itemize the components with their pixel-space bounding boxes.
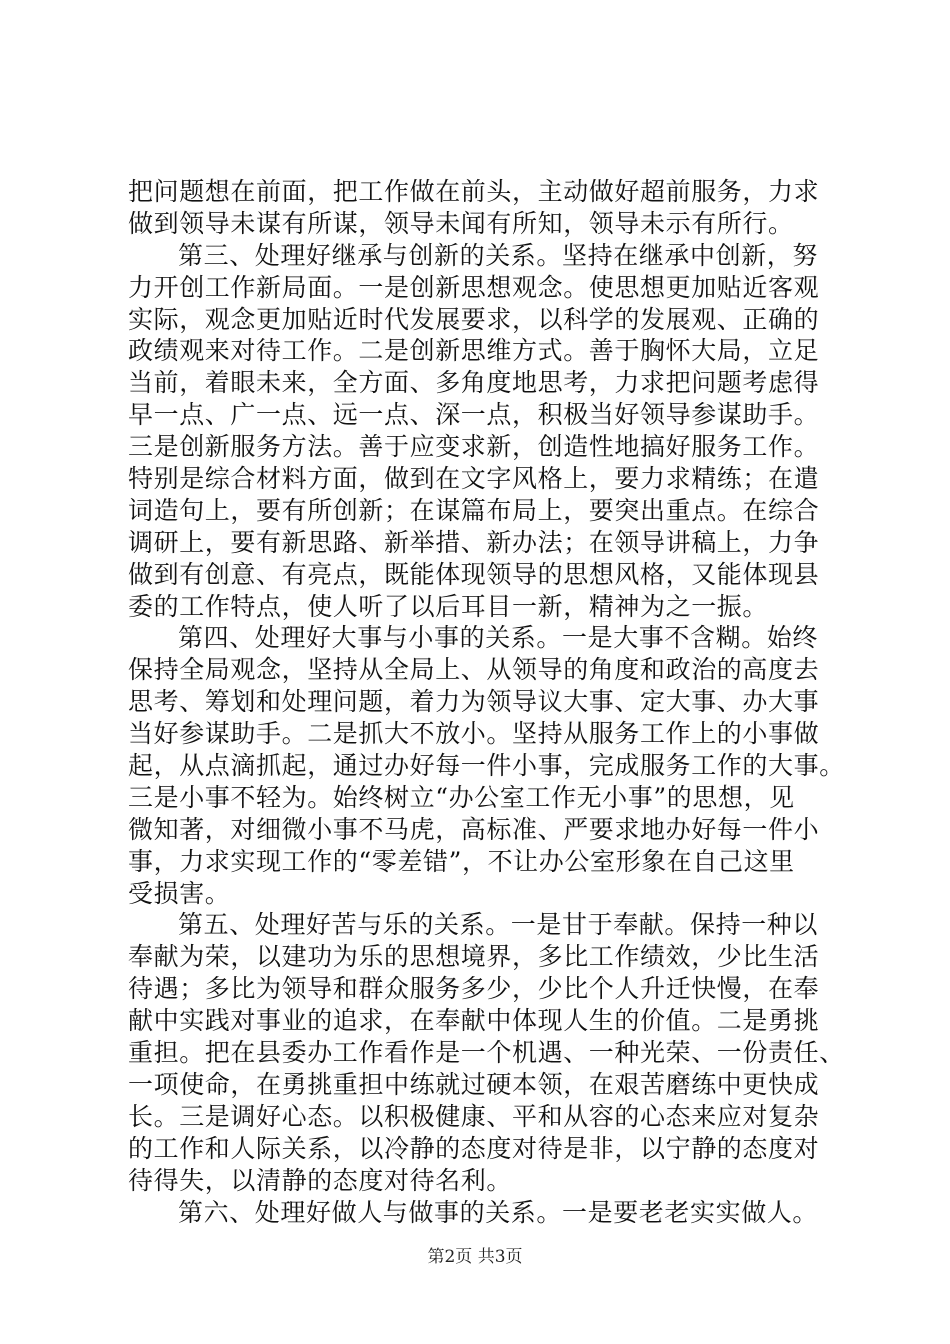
text-line: 献中实践对事业的追求，在奉献中体现人生的价值。二是勇挑 bbox=[128, 1006, 820, 1036]
text-line: 早一点、广一点、远一点、深一点，积极当好领导参谋助手。 bbox=[128, 400, 820, 430]
text-line: 力开创工作新局面。一是创新思想观念。使思想更加贴近客观 bbox=[128, 272, 820, 302]
page-number-footer: 第2页 共3页 bbox=[427, 1247, 523, 1267]
text-line: 当好参谋助手。二是抓大不放小。坚持从服务工作上的小事做 bbox=[128, 719, 820, 749]
text-line: 事，力求实现工作的“零差错”，不让办公室形象在自己这里 bbox=[128, 846, 795, 876]
text-line: 特别是综合材料方面，做到在文字风格上，要力求精练；在遣 bbox=[128, 464, 820, 494]
text-line: 思考、筹划和处理问题，着力为领导议大事、定大事、办大事 bbox=[128, 687, 820, 717]
text-line: 重担。把在县委办工作看作是一个机遇、一种光荣、一份责任、 bbox=[128, 1038, 845, 1068]
text-line: 一项使命，在勇挑重担中练就过硬本领，在艰苦磨练中更快成 bbox=[128, 1069, 820, 1099]
text-line: 调研上，要有新思路、新举措、新办法；在领导讲稿上，力争 bbox=[128, 527, 820, 557]
text-line: 三是小事不轻为。始终树立“办公室工作无小事”的思想，见 bbox=[128, 782, 795, 812]
document-body bbox=[128, 176, 845, 1228]
text-line: 当前，着眼未来，全方面、多角度地思考，力求把问题考虑得 bbox=[128, 368, 820, 398]
text-line: 保持全局观念，坚持从全局上、从领导的角度和政治的高度去 bbox=[128, 655, 820, 685]
text-line: 做到领导未谋有所谋，领导未闻有所知，领导未示有所行。 bbox=[128, 208, 794, 238]
text-line: 待得失，以清静的态度对待名利。 bbox=[128, 1165, 513, 1195]
text-line: 委的工作特点，使人听了以后耳目一新，精神为之一振。 bbox=[128, 591, 769, 621]
text-line: 做到有创意、有亮点，既能体现领导的思想风格，又能体现县 bbox=[128, 559, 820, 589]
paragraph-start-line: 第六、处理好做人与做事的关系。一是要老老实实做人。 bbox=[178, 1197, 819, 1227]
text-line: 词造句上，要有所创新；在谋篇布局上，要突出重点。在综合 bbox=[128, 495, 820, 525]
text-line: 长。三是调好心态。以积极健康、平和从容的心态来应对复杂 bbox=[128, 1101, 820, 1131]
text-line: 的工作和人际关系，以冷静的态度对待是非，以宁静的态度对 bbox=[128, 1133, 820, 1163]
paragraph-start-line: 第三、处理好继承与创新的关系。坚持在继承中创新，努 bbox=[178, 240, 819, 270]
text-line: 待遇；多比为领导和群众服务多少，少比个人升迁快慢，在奉 bbox=[128, 974, 820, 1004]
text-line: 三是创新服务方法。善于应变求新，创造性地搞好服务工作。 bbox=[128, 432, 820, 462]
text-line: 奉献为荣，以建功为乐的思想境界，多比工作绩效，少比生活 bbox=[128, 942, 820, 972]
paragraph-start-line: 第五、处理好苦与乐的关系。一是甘于奉献。保持一种以 bbox=[178, 910, 819, 940]
paragraph-start-line: 第四、处理好大事与小事的关系。一是大事不含糊。始终 bbox=[178, 623, 819, 653]
text-line: 政绩观来对待工作。二是创新思维方式。善于胸怀大局，立足 bbox=[128, 336, 820, 366]
text-line: 实际，观念更加贴近时代发展要求，以科学的发展观、正确的 bbox=[128, 304, 820, 334]
text-line: 微知著，对细微小事不马虎，高标准、严要求地办好每一件小 bbox=[128, 814, 820, 844]
text-line: 受损害。 bbox=[128, 878, 231, 908]
text-line: 起，从点滴抓起，通过办好每一件小事，完成服务工作的大事。 bbox=[128, 751, 845, 781]
text-line: 把问题想在前面，把工作做在前头，主动做好超前服务，力求 bbox=[128, 177, 820, 206]
